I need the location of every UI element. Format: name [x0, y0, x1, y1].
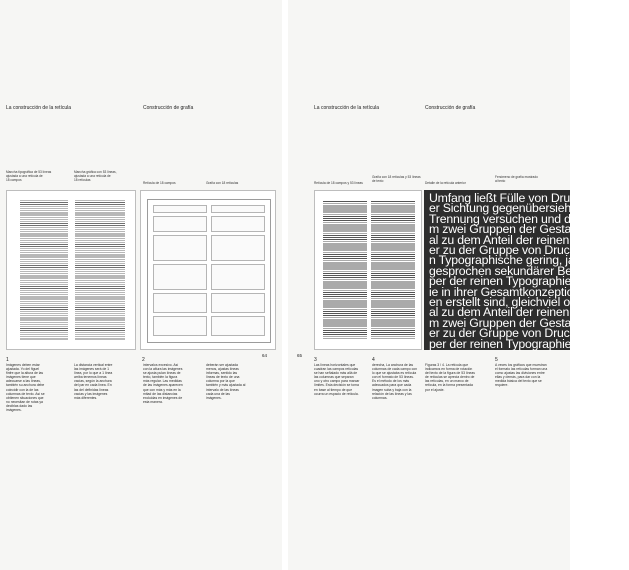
enlarged-text-line: m zwei Gruppen der Gestaltung das n — [429, 315, 629, 330]
figure-number-1: 1 — [6, 357, 9, 363]
page-number-right: 65 — [297, 353, 303, 358]
grid-field — [153, 293, 207, 313]
grid-field — [211, 235, 265, 261]
right-caption-2: Grafía con 18 retículas y 53 líneas de texto — [372, 175, 421, 183]
enlarged-text-line: Trennung versuchen und das Ma — [429, 211, 604, 226]
left-body-column-1: Imágenes deben estar ajustada. Yo del figuel finfre que la altura de las imágenes tiene que adecuarse a las líneas, también su anchura debe coincidir con la de las columnas de texto. Así se obtienen situaciones que no necesitan de rutas ya deciblas dado las imágenes. — [6, 363, 45, 413]
enlarged-text-line: en erstellt sind, gleichviel ob diese — [429, 295, 609, 309]
left-caption-2: Mancha gráfica con 53 líneas, ajustada a una retícula de 18 retículas — [74, 170, 117, 182]
right-header-subtitle: Construcción de grafía — [425, 105, 476, 111]
enlarged-text-line: er zu der Gruppe von Druckerzeug — [429, 326, 612, 341]
left-body-column-3: intervalos excesivo. Así con la altura las imágenes se ajusta pulan líneas de texto, también la figura más regular. Las medidas de las imágenes aparecen que con más y más en la mitad de las distancias excluidas en imágenes de esta manera. — [143, 363, 183, 404]
figure-number-4: 4 — [372, 357, 375, 363]
right-header-title: La construcción de la retícula — [314, 105, 380, 111]
grid-field — [211, 316, 265, 336]
dense-text-column-left — [323, 201, 367, 339]
figure-number-5: 5 — [495, 357, 498, 363]
enlarged-text-line: ie in ihrer Gesamtkonzeption aus — [429, 284, 603, 299]
left-body-column-2: La distancia vertical entre las imágenes será de 1 línea, por lo que a 1 línea arriba tenemos líneas vacías, según la anchura del par en cada línea. En las del definidas líneas vacías y las imágenes más diferentes. — [74, 363, 113, 400]
left-caption-4: Grafía con 18 retículas — [206, 181, 239, 185]
type-detail-panel — [424, 190, 629, 351]
enlarged-text-line: gesprochen sekundärer Bedeu — [429, 263, 592, 278]
grid-field — [211, 293, 265, 313]
enlarged-text-line: al zu dem Anteil der reinen Typo — [429, 232, 599, 247]
right-caption-4: Fenómeno de grafía mostrado al texto — [495, 175, 538, 183]
text-column-right — [75, 200, 125, 340]
right-caption-3: Detalle de la retícula anterior — [425, 181, 466, 185]
right-body-column-1: Las líneas horizontales que cuadran las campos retículas se han señalado más allá de las columnas que separan uno y otro campo para marcar límites. Esta decisión se toma en base al tiempo de que ocurra un espacio de retícula. — [314, 363, 360, 396]
right-caption-1: Retícula de 18 campos y 53 líneas — [314, 181, 363, 185]
grid-layout-panel — [140, 190, 276, 350]
grid-text-panel — [314, 190, 422, 350]
grid-field — [153, 235, 207, 261]
text-layout-panel — [6, 190, 136, 350]
grid-field — [211, 264, 265, 290]
grid-field — [211, 205, 265, 213]
enlarged-text-block — [424, 191, 629, 351]
right-body-column-2: derecha, La anchura de las columnas de cada campo con lo que se ajustaba es retícula con el formato de 53 líneas. Es el método de los más adecuados para que cada imagen suba y baja con la relación de las líneas y las columnas. — [372, 363, 418, 400]
left-body-column-4: deberán ser ajustada menos, ajustas líneas informas, sentido las líneas de texto de una columna por la que también y más ajustada al intervalo de las líneas cada una de las imágenes. — [206, 363, 246, 400]
dense-text-column-right — [371, 201, 415, 339]
figure-number-2: 2 — [142, 357, 145, 363]
grid-field — [153, 264, 207, 290]
right-body-column-4: A veces los gráficos que muestran el formato las retículas forman una como ajustas las divisiones entre ellas y demás, para dar con la medida básica del texto que se requiere. — [495, 363, 548, 388]
left-caption-3: Retícula de 18 campos — [143, 181, 176, 185]
enlarged-text-line: Umfang ließt Fülle von Druckerze — [429, 191, 606, 205]
text-column-left — [20, 200, 68, 340]
left-header-subtitle: Construcción de grafía — [143, 105, 194, 111]
enlarged-text-line: n Typographische gering, ja sein — [429, 253, 600, 268]
grid-field — [153, 205, 207, 213]
enlarged-text-line: per der reinen Typographie umsc — [429, 274, 604, 289]
enlarged-text-line: per der reinen Typographie umsc — [429, 336, 604, 351]
enlarged-text-line: er zu der Gruppe von Druckerzeug — [429, 243, 612, 257]
grid-field — [153, 216, 207, 232]
left-caption-1: Mancha tipográfica de 53 líneas ajustada a una retícula de 18 campos — [6, 170, 52, 182]
enlarged-text-line: al zu dem Anteil der reinen Typogr — [429, 305, 609, 320]
page-number-left: 64 — [262, 353, 268, 358]
left-header-title: La construcción de la retícula — [6, 105, 72, 111]
enlarged-text-line: m zwei Gruppen der Gestaltung g — [429, 222, 607, 237]
grid-field — [211, 216, 265, 232]
figure-number-3: 3 — [314, 357, 317, 363]
grid-field — [153, 316, 207, 336]
enlarged-text-line: er Sichtung gegenübersieht, wird — [429, 201, 603, 216]
right-body-column-3: Figuras 3 / 4. La retícula que indicamos en forma de rotación del texto de la figura de 53 líneas de retículas se aprecia dentro de las retículas, en un marco de retícula, en la forma presentada por el ajuste. — [425, 363, 475, 392]
spread-gutter — [282, 0, 288, 570]
